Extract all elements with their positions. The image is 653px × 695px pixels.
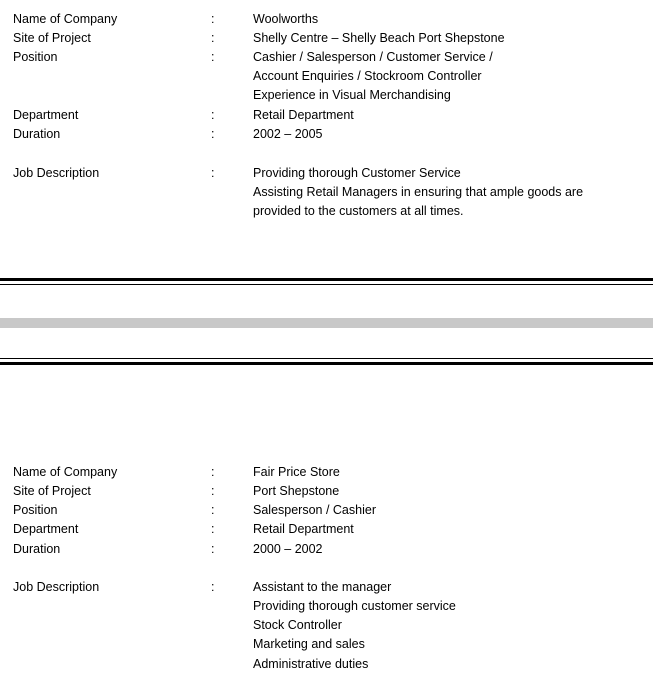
position-line: Experience in Visual Merchandising: [253, 88, 451, 102]
job-description-line: Marketing and sales: [253, 637, 365, 651]
job-description-label: Job Description: [13, 166, 100, 180]
colon: :: [211, 580, 215, 594]
department-value: Retail Department: [253, 108, 354, 122]
divider-rule-thin: [0, 358, 653, 359]
job-description-line: Assisting Retail Managers in ensuring that ample goods are: [253, 185, 584, 199]
company-label: Name of Company: [13, 465, 118, 479]
company-label: Name of Company: [13, 12, 118, 26]
duration-value: 2002 – 2005: [253, 127, 323, 141]
site-label: Site of Project: [13, 31, 91, 45]
colon: :: [211, 31, 215, 45]
position-label: Position: [13, 50, 58, 64]
duration-label: Duration: [13, 127, 61, 141]
job-description-line: Providing thorough Customer Service: [253, 166, 461, 180]
divider-band: [0, 318, 653, 328]
department-label: Department: [13, 522, 79, 536]
colon: :: [211, 166, 215, 180]
colon: :: [211, 50, 215, 64]
company-value: Fair Price Store: [253, 465, 340, 479]
site-value: Port Shepstone: [253, 484, 340, 498]
colon: :: [211, 503, 215, 517]
company-value: Woolworths: [253, 12, 319, 26]
colon: :: [211, 127, 215, 141]
job-description-label: Job Description: [13, 580, 100, 594]
colon: :: [211, 108, 215, 122]
colon: :: [211, 484, 215, 498]
department-label: Department: [13, 108, 79, 122]
position-value: Salesperson / Cashier: [253, 503, 376, 517]
divider-rule-thick: [0, 362, 653, 365]
colon: :: [211, 522, 215, 536]
department-value: Retail Department: [253, 522, 354, 536]
job-description-line: Stock Controller: [253, 618, 342, 632]
colon: :: [211, 12, 215, 26]
divider-rule-thick: [0, 278, 653, 281]
colon: :: [211, 465, 215, 479]
position-label: Position: [13, 503, 58, 517]
colon: :: [211, 542, 215, 556]
duration-value: 2000 – 2002: [253, 542, 323, 556]
position-line: Cashier / Salesperson / Customer Service /: [253, 50, 493, 64]
job-description-line: Assistant to the manager: [253, 580, 392, 594]
job-description-line: provided to the customers at all times.: [253, 204, 464, 218]
site-label: Site of Project: [13, 484, 91, 498]
divider-rule-thin: [0, 284, 653, 285]
position-line: Account Enquiries / Stockroom Controller: [253, 69, 482, 83]
job-description-line: Providing thorough customer service: [253, 599, 456, 613]
job-description-line: Administrative duties: [253, 657, 369, 671]
site-value: Shelly Centre – Shelly Beach Port Shepstone: [253, 31, 505, 45]
duration-label: Duration: [13, 542, 61, 556]
